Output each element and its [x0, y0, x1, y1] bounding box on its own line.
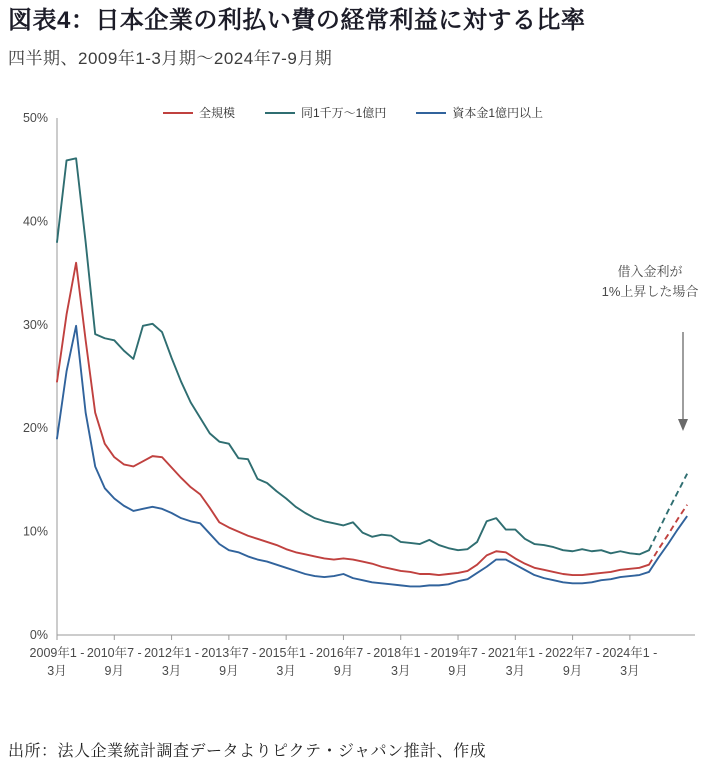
annotation-rate-rise: [594, 262, 706, 302]
series-line-2: [57, 326, 649, 587]
series-projection-2: [649, 516, 687, 572]
y-tick-label: 30%: [22, 317, 48, 332]
y-tick-label: 40%: [22, 214, 48, 229]
x-tick-label: 2024年1 -3月: [602, 646, 658, 678]
y-tick-label: 50%: [22, 111, 48, 125]
x-tick-label: 2012年1 -3月: [144, 646, 200, 678]
x-tick-label: 2015年1 -3月: [258, 646, 314, 678]
annotation-arrow-head: [678, 419, 688, 431]
page-title: 図表4：日本企業の利払い費の経常利益に対する比率: [8, 7, 586, 34]
x-tick-label: 2016年7 -9月: [315, 646, 371, 678]
annotation-line1: 借入金利が: [617, 264, 683, 279]
legend-label: 同1千万～1億円: [300, 106, 387, 120]
chart-svg: [0, 95, 706, 715]
series-line-0: [57, 263, 649, 575]
y-tick-label: 10%: [22, 524, 48, 539]
page-subtitle: 四半期、2009年1-3月期～2024年7-9月期: [8, 49, 333, 68]
legend-label: 全規模: [198, 106, 235, 120]
legend-label: 資本金1億円以上: [452, 106, 544, 120]
x-tick-label: 2010年7 -9月: [86, 646, 142, 678]
series-projection-0: [649, 505, 687, 565]
x-tick-label: 2019年7 -9月: [430, 646, 486, 678]
x-tick-label: 2021年1 -3月: [487, 646, 543, 678]
x-tick-label: 2022年7 -9月: [545, 646, 601, 678]
x-tick-label: 2018年1 -3月: [373, 646, 429, 678]
x-tick-label: 2009年1 -3月: [29, 646, 85, 678]
source-note: 出所：法人企業統計調査データよりピクテ・ジャパン推計、作成: [8, 743, 487, 760]
y-tick-label: 0%: [29, 628, 48, 642]
series-line-1: [57, 158, 649, 554]
annotation-line2: 1%上昇した場合: [601, 284, 699, 300]
x-tick-label: 2013年7 -9月: [201, 646, 257, 678]
y-tick-label: 20%: [22, 421, 48, 436]
